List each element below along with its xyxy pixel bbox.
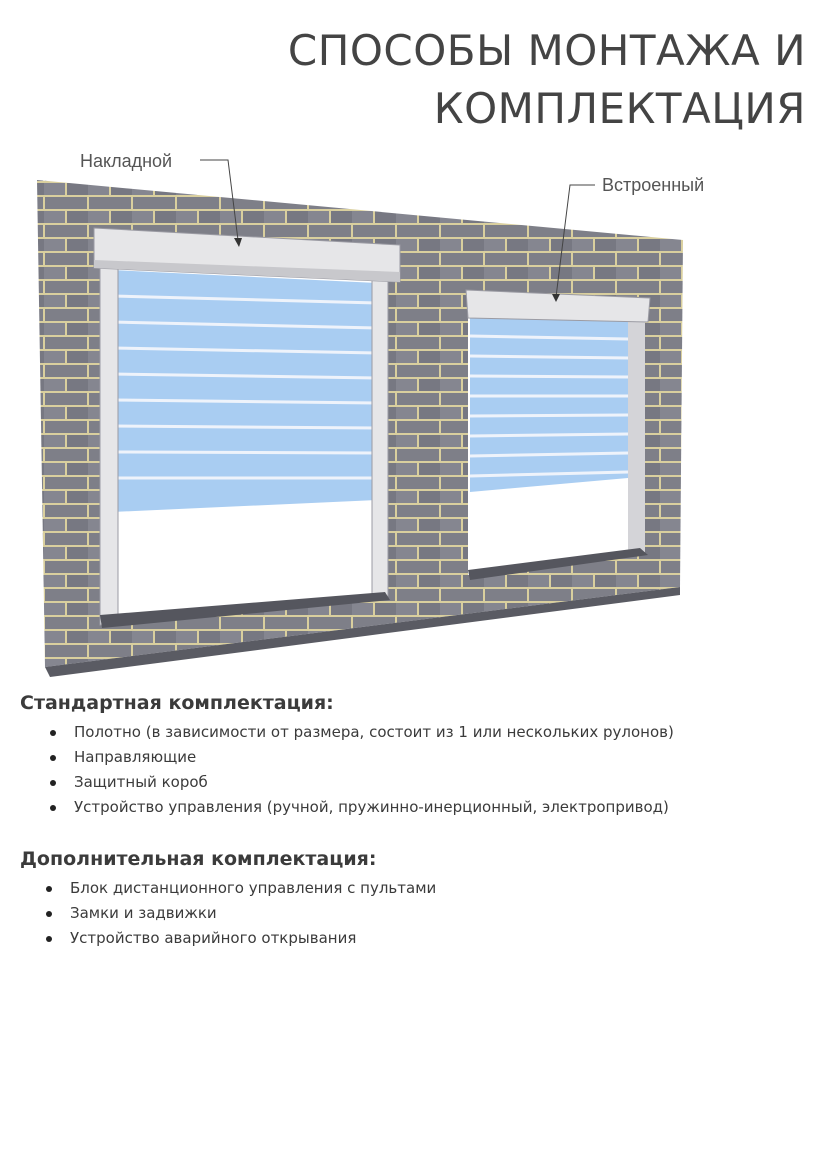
page-title [106,22,806,138]
label-builtin: Встроенный [602,175,705,195]
list-item: Направляющие [20,745,674,770]
right-shutter-glass [470,316,628,492]
label-overlay: Накладной [80,151,173,171]
left-shutter-glass [112,270,377,512]
wall-illustration [0,140,826,690]
additional-equipment [20,848,436,951]
standard-equipment [20,692,674,820]
list-item: Полотно (в зависимости от размера, состоит из 1 или нескольких рулонов) [20,720,674,745]
page-title-line-1: СПОСОБЫ МОНТАЖА И [287,26,806,75]
list-item: Устройство аварийного открывания [20,926,436,951]
additional-list [20,876,436,951]
list-item: Блок дистанционного управления с пультами [20,876,436,901]
standard-heading: Стандартная комплектация: [20,692,334,714]
page-title-line-2: КОМПЛЕКТАЦИЯ [433,84,806,133]
additional-heading: Дополнительная комплектация: [20,848,377,870]
list-item: Замки и задвижки [20,901,436,926]
window-overlay [94,228,400,628]
list-item: Защитный короб [20,770,674,795]
standard-list [20,720,674,820]
window-builtin [466,290,650,580]
list-item: Устройство управления (ручной, пружинно-инерционный, электропривод) [20,795,674,820]
